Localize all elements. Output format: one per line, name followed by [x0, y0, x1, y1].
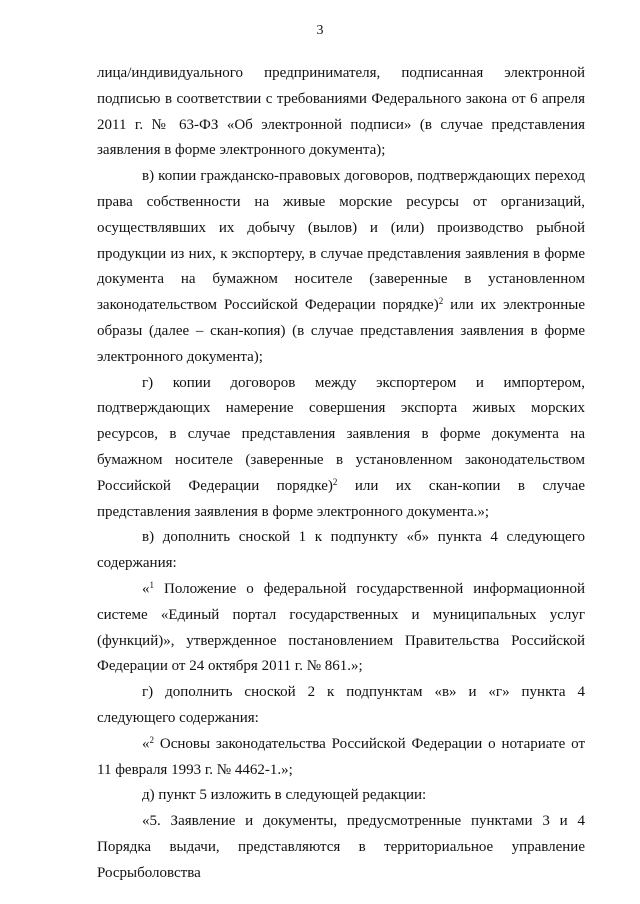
footnote-marker: 1 — [149, 579, 154, 590]
paragraph-text: или их скан-копии в случае представления заявления в форме электронного документа.»; — [97, 477, 585, 520]
paragraph-text: «5. Заявление и документы, предусмотренные пунктами 3 и 4 Порядка выдачи, представляются в территориальное управление Росрыболовства — [97, 813, 585, 881]
paragraph-text: в) дополнить сноской 1 к подпункту «б» пункта 4 следующего содержания: — [97, 529, 585, 572]
paragraph-text: г) копии договоров между экспортером и импортером, подтверждающих намерение совершения экспорта живых морских ресурсов, в случае представления заявления в форме документа на бумажном носителе (заверенные в установленном законодательством Российской Федерации порядке) — [97, 374, 585, 494]
paragraph — [97, 783, 585, 809]
paragraph-text: или их электронные образы (далее – скан-копия) (в случае представления заявления в форме электронного документа); — [97, 297, 585, 365]
paragraph — [97, 371, 585, 526]
paragraph-text: д) пункт 5 изложить в следующей редакции: — [142, 787, 427, 804]
paragraph-text: Положение о федеральной государственной информационной системе «Единый портал государственных и муниципальных услуг (функций)», утвержденное постановлением Правительства Российской Федерации от 24 октября 2011 г. № 861.»; — [97, 580, 585, 675]
footnote-marker: 2 — [332, 476, 338, 487]
document-body — [97, 61, 585, 887]
paragraph-text: в) копии гражданско-правовых договоров, подтверждающих переход права собственности на живые морские ресурсы от организаций, осуществлявших их добычу (вылов) и (или) производство рыбной продукции из них, к экспортеру, в случае представления заявления в форме документа на бумажном носителе (заверенные в установленном законодательством Российской Федерации порядке) — [97, 168, 585, 314]
paragraph — [97, 525, 585, 577]
paragraph — [97, 732, 585, 784]
paragraph — [97, 809, 585, 886]
paragraph — [97, 680, 585, 732]
page-number: 3 — [316, 23, 324, 38]
footnote-marker: 2 — [438, 296, 444, 307]
paragraph-text: Основы законодательства Российской Федерации о нотариате от 11 февраля 1993 г. № 4462-1.»; — [97, 735, 585, 778]
paragraph-text: лица/индивидуального предпринимателя, подписанная электронной подписью в соответствии с требованиями Федерального закона от 6 апреля 2011 г. № 63-ФЗ «Об электронной подписи» (в случае представления заявления в форме электронного документа); — [97, 65, 585, 159]
paragraph-text: « — [142, 580, 150, 597]
paragraph-text: г) дополнить сноской 2 к подпунктам «в» и «г» пункта 4 следующего содержания: — [97, 684, 585, 726]
paragraph — [97, 61, 585, 164]
paragraph — [97, 577, 585, 680]
paragraph-text: « — [142, 735, 150, 752]
footnote-marker: 2 — [149, 734, 154, 745]
paragraph — [97, 164, 585, 370]
